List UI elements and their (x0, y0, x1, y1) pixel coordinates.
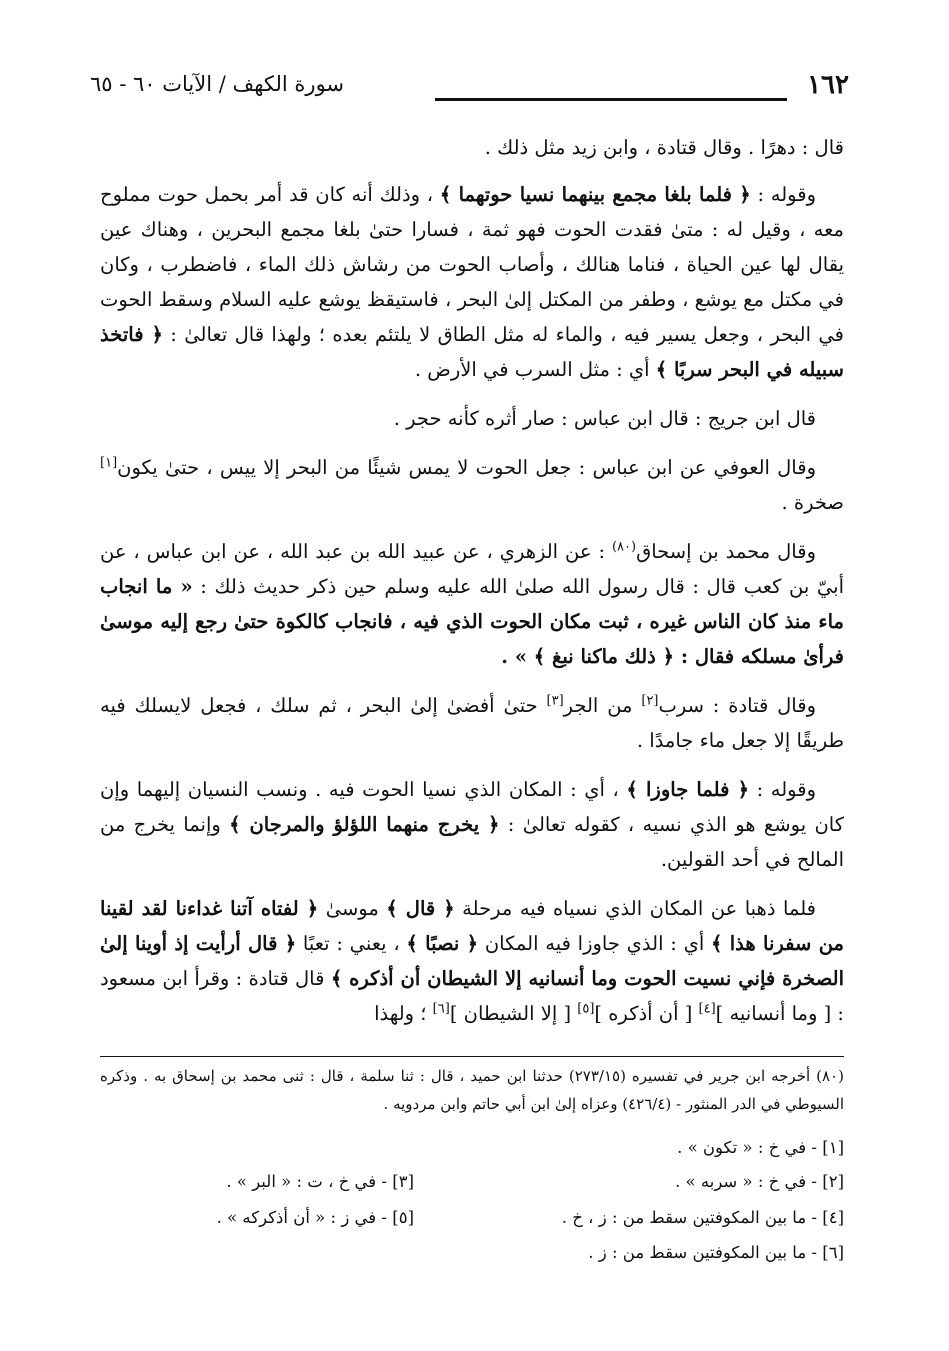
paragraph (100, 891, 844, 1031)
variant-notes (180, 1138, 844, 1278)
text-run: صخرة . (781, 491, 844, 514)
text-run: فلما ذهبا عن المكان الذي نسياه فيه مرحلة (454, 897, 816, 920)
text-run: ، يعني : تعبًا (296, 932, 407, 955)
quran-quote: ﴿ فلما جاوزا ﴾ (626, 778, 750, 801)
variant-note-5: [٥] - في ز : « أن أذكركه » . (216, 1208, 414, 1227)
paragraph (100, 772, 844, 877)
text-run: وقوله : (749, 778, 816, 801)
text-run: وقوله : (750, 183, 816, 206)
text-run: وإنما يخرج من المالح في أحد القولين. (100, 813, 844, 871)
variant-note-4: [٤] - ما بين المكوفتين سقط من : ز ، خ . (561, 1208, 844, 1227)
note-reference: [٥] (577, 1001, 595, 1017)
running-title: سورة الكهف / الآيات ٦٠ - ٦٥ (90, 72, 345, 96)
variant-note-6: [٦] - ما بين المكوفتين سقط من : ز . (588, 1243, 844, 1262)
text-run: قال قتادة : وقرأ ابن مسعود : [ وما أنسانيه ] (100, 967, 844, 1025)
note-reference: [٦] (432, 1001, 450, 1017)
paragraph (100, 177, 844, 387)
quran-quote: ﴿ فاتخذ سبيله في البحر سربًا ﴾ (100, 323, 844, 381)
page-number: ١٦٢ (807, 70, 849, 100)
text-run: قال ابن جريج : قال ابن عباس : صار أثره كأنه حجر . (393, 407, 816, 430)
text-run: [ أن أذكره ] (594, 1002, 699, 1025)
quran-quote: ﴿ فلما بلغا مجمع بينهما نسيا حوتهما ﴾ (439, 183, 751, 206)
paragraph (100, 450, 844, 520)
text-run: ، أي : المكان الذي نسيا الحوت فيه . ونسب النسيان إليهما وإن كان يوشع هو الذي نسيه ، كقوله تعالىٰ : (100, 778, 844, 836)
quran-quote: ﴿ نصبًا ﴾ (406, 932, 479, 955)
header-rule (435, 98, 787, 101)
main-text (100, 130, 844, 1045)
text-run: ؛ ولهذا (374, 1002, 433, 1025)
quran-quote: ﴿ قال ﴾ (386, 897, 455, 920)
text-run: وقال محمد بن إسحاق (636, 540, 816, 563)
note-reference: [٤] (698, 1001, 716, 1017)
text-run: وقال قتادة : سرب (658, 694, 816, 717)
quran-quote: ﴿ يخرج منهما اللؤلؤ والمرجان ﴾ (229, 813, 500, 836)
paragraph (100, 534, 844, 674)
footnote-separator (100, 1056, 844, 1057)
footnote-80: (٨٠) أخرجه ابن جرير في تفسيره (٢٧٣/١٥) حدثنا ابن حميد ، قال : ثنا سلمة ، قال : ثنى محمد بن إسحاق به . وذكره السيوطي في الدر المنثور - (٤٢٦/٤) وعزاه إلىٰ ابن أبي حاتم وابن مردويه . (100, 1067, 844, 1113)
text-run: أي : الذي جاوزا فيه المكان (478, 932, 711, 955)
paragraph (100, 688, 844, 758)
quran-quote: ﴿ لفتاه آتنا غداءنا لقد لقينا من سفرنا هذا ﴾ (100, 897, 844, 955)
page-header (90, 70, 849, 110)
paragraph (100, 401, 844, 436)
variant-note-2: [٢] - في خ : « سربه » . (675, 1172, 844, 1191)
text-run: قال : دهرًا . وقال قتادة ، وابن زيد مثل ذلك . (484, 136, 844, 159)
text-run: [ إلا الشيطان ] (449, 1002, 578, 1025)
text-run: موسىٰ (318, 897, 387, 920)
note-reference: [١] (100, 455, 118, 471)
text-run: وقال العوفي عن ابن عباس : جعل الحوت لا يمس شيئًا من البحر إلا ييس ، حتىٰ يكون (117, 456, 816, 479)
quran-quote: « ما انجاب ماء منذ كان الناس غيره ، ثبت مكان الحوت الذي فيه ، فانجاب كالكوة حتىٰ رجع إليه موسىٰ فرأىٰ مسلكه فقال : ﴿ ذلك ماكنا نبغ ﴾ » . (100, 575, 844, 668)
text-run: : عن الزهري ، عن عبيد الله بن عبد الله ، عن ابن عباس ، عن أبيّ بن كعب قال : قال رسول الله صلىٰ الله عليه وسلم حين ذكر حديث ذلك : (100, 540, 845, 598)
variant-note-1: [١] - في خ : « تكون » . (677, 1138, 844, 1157)
text-run: ، وذلك أنه كان قد أمر بحمل حوت مملوح معه ، وقيل له : متىٰ فقدت الحوت فهو ثمة ، فسارا حتىٰ بلغا مجمع البحرين ، وهناك عين يقال لها عين الحياة ، فناما هنالك ، وأصاب الحوت من رشاش ذلك الماء ، فاضطرب ، وكان في مكتل مع يوشع ، وطفر من المكتل إلىٰ البحر ، فاستيقظ يوشع عليه السلام وسقط الحوت في البحر ، وجعل يسير فيه ، والماء له مثل الطاق لا يلتئم بعده ؛ ولهذا قال تعالىٰ : (100, 183, 844, 346)
paragraph (100, 130, 844, 165)
quran-quote: ﴿ قال أرأيت إذ أوينا إلىٰ الصخرة فإني نسيت الحوت وما أنسانيه إلا الشيطان أن أذكره ﴾ (100, 932, 845, 990)
text-run: حتىٰ أفضىٰ إلىٰ البحر ، ثم سلك ، فجعل لايسلك فيه طريقًا إلا جعل ماء جامدًا . (100, 694, 844, 752)
note-reference: (٨٠) (611, 539, 637, 555)
note-reference: [٣] (546, 693, 564, 709)
text-run: أي : مثل السرب في الأرض . (414, 358, 656, 381)
text-run: من الجر (563, 694, 642, 717)
note-reference: [٢] (641, 693, 659, 709)
variant-note-3: [٣] - في خ ، ت : « البر » . (226, 1172, 414, 1191)
